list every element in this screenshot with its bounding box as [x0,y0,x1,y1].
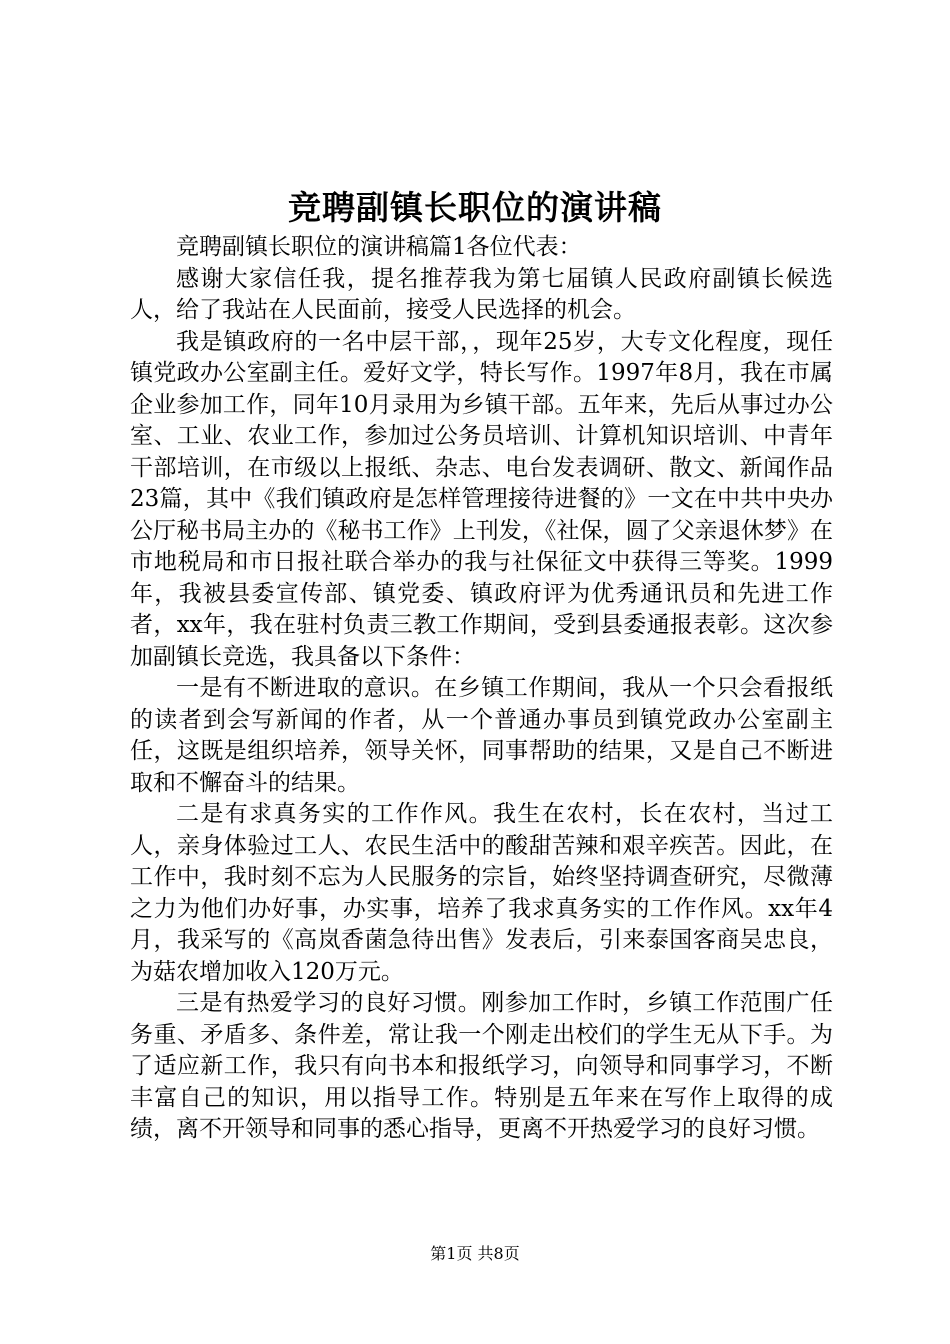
paragraph-condition-two: 二是有求真务实的工作作风。我生在农村，长在农村，当过工人，亲身体验过工人、农民生活中的酸甜苦辣和艰辛疾苦。因此，在工作中，我时刻不忘为人民服务的宗旨，始终坚持调查研究，尽微薄之力为他们办好事，办实事，培养了我求真务实的工作作风。xx年4月，我采写的《高岚香菌急待出售》发表后，引来泰国客商吴忠良，为菇农增加收入120万元。 [130,801,833,985]
paragraph-intro: 竞聘副镇长职位的演讲稿篇1各位代表： [176,234,582,260]
page-number-footer: 第1页 共8页 [430,1244,520,1263]
document-title: 竞聘副镇长职位的演讲稿 [288,188,662,227]
paragraph-condition-three: 三是有热爱学习的良好习惯。刚参加工作时，乡镇工作范围广任务重、矛盾多、条件差，常让我一个刚走出校们的学生无从下手。为了适应新工作，我只有向书本和报纸学习，向领导和同事学习，不断丰富自己的知识，用以指导工作。特别是五年来在写作上取得的成绩，离不开领导和同事的悉心指导，更离不开热爱学习的良好习惯。 [130,990,833,1142]
paragraph-thanks: 感谢大家信任我，提名推荐我为第七届镇人民政府副镇长候选人，给了我站在人民面前，接受人民选择的机会。 [130,265,833,323]
paragraph-self-introduction: 我是镇政府的一名中层干部，，现年25岁，大专文化程度，现任镇党政办公室副主任。爱好文学，特长写作。1997年8月，我在市属企业参加工作，同年10月录用为乡镇干部。五年来，先后从事过办公室、工业、农业工作，参加过公务员培训、计算机知识培训、中青年干部培训，在市级以上报纸、杂志、电台发表调研、散文、新闻作品23篇，其中《我们镇政府是怎样管理接待进餐的》一文在中共中央办公厅秘书局主办的《秘书工作》上刊发，《社保，圆了父亲退休梦》在市地税局和市日报社联合举办的我与社保征文中获得三等奖。1999年，我被县委宣传部、镇党委、镇政府评为优秀通讯员和先进工作者，xx年，我在驻村负责三教工作期间，受到县委通报表彰。这次参加副镇长竞选，我具备以下条件： [130,328,833,670]
paragraph-condition-one: 一是有不断进取的意识。在乡镇工作期间，我从一个只会看报纸的读者到会写新闻的作者，从一个普通办事员到镇党政办公室副主任，这既是组织培养，领导关怀，同事帮助的结果，又是自己不断进取和不懈奋斗的结果。 [130,675,833,796]
document-body [130,232,833,1146]
